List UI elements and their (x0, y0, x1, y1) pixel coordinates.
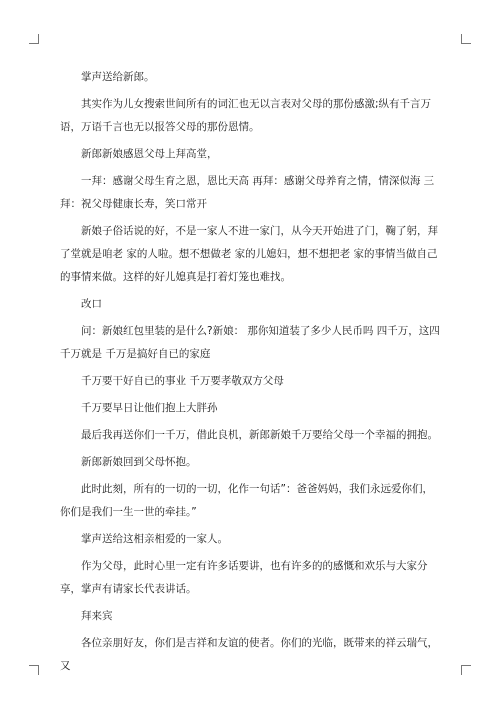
paragraph: 作为父母，此时心里一定有许多话要讲，也有许多的的感慨和欢乐与大家分享，掌声有请家长代表讲话。 (60, 560, 428, 595)
paragraph: 最后我再送你们一千万，借此良机，新郎新娘千万要给父母一个幸福的拥抱。 (81, 429, 438, 441)
paragraph: 新郎新娘回到父母怀抱。 (81, 456, 197, 468)
section-heading: 改口 (81, 298, 102, 310)
paragraph: 千万要干好自已的事业 千万要孝敬双方父母 (81, 375, 284, 387)
crop-mark-top-right (461, 34, 471, 44)
section-heading: 拜来宾 (81, 610, 113, 622)
paragraph: 掌声送给新郎。 (81, 71, 155, 83)
crop-mark-top-left (29, 34, 39, 44)
crop-mark-bottom-right (461, 665, 471, 675)
paragraph: 其实作为儿女搜索世间所有的词汇也无以言表对父母的那份感激;纵有千言万语，万语千言也无以报答父母的那份恩情。 (60, 98, 432, 133)
document-body (60, 66, 442, 682)
paragraph: 新郎新娘感恩父母上拜高堂， (81, 148, 218, 160)
paragraph: 新娘子俗话说的好，不是一家人不进一家门，从今天开始进了门，鞠了躬，拜了堂就是咱老 家的人啦。想不想做老 家的儿媳妇，想不想把老 家的事情当做自己的事情来做。这样的好儿媳真是打着灯笼也难找。 (60, 225, 438, 283)
paragraph: 各位亲朋好友，你们是吉祥和友谊的使者。你们的光临，既带来的祥云瑞气，又 (60, 637, 438, 672)
paragraph: 千万要早日让他们抱上大胖孙 (81, 402, 218, 414)
crop-mark-bottom-left (29, 665, 39, 675)
paragraph: 问：新娘红包里装的是什么?新娘： 那你知道装了多少人民币吗 四千万，这四千万就是 千万是搞好自已的家庭 (60, 325, 440, 360)
paragraph: 掌声送给这相亲相爱的一家人。 (81, 533, 228, 545)
paragraph: 一拜：感谢父母生育之恩，恩比天高 再拜：感谢父母养育之情，情深似海 三拜：祝父母健康长寿，笑口常开 (60, 175, 435, 210)
paragraph: 此时此刻，所有的一切的一切，化作一句话”：爸爸妈妈，我们永远爱你们，你们是我们一生一世的牵挂。” (60, 483, 433, 518)
